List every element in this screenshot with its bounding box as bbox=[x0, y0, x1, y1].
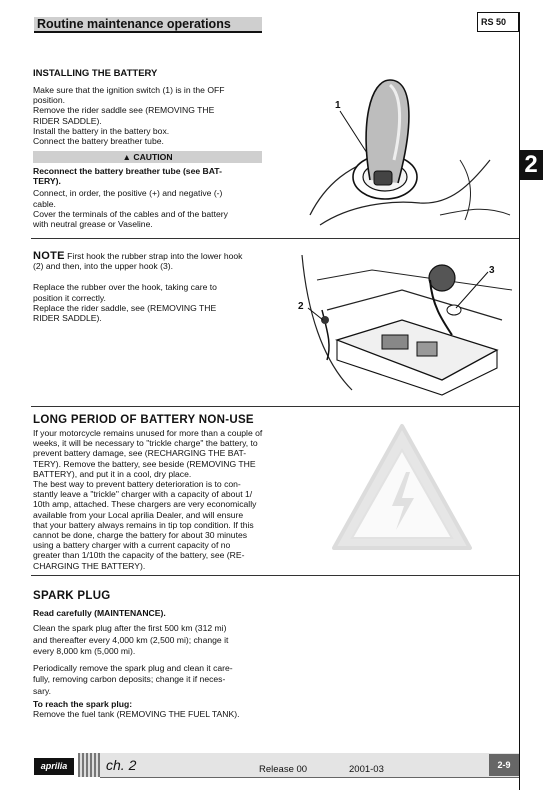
text-line: If your motorcycle remains unused for more than a couple of bbox=[33, 428, 263, 438]
text-line: that your battery always remains in tip top condition. If this bbox=[33, 519, 254, 530]
text-line: 10th amp, attached. These chargers are very economically bbox=[33, 499, 257, 510]
text-line: stantly leave a "trickle" charger with a capacity of about 1/ bbox=[33, 489, 253, 500]
footer-rule bbox=[100, 777, 519, 778]
text-line: every 8,000 km (5,000 mi). bbox=[33, 646, 136, 656]
electrical-hazard-icon bbox=[330, 420, 475, 555]
text-line: weeks, it will be necessary to "trickle charge" the battery, to bbox=[33, 438, 258, 449]
section-divider bbox=[31, 238, 519, 239]
text-line: position. bbox=[33, 95, 66, 106]
ignition-switch-illustration bbox=[290, 65, 515, 235]
page-title: Routine maintenance operations bbox=[37, 17, 231, 31]
text-line: fully, removing carbon deposits; change it if neces- bbox=[33, 674, 226, 684]
text-line: CHARGING THE BATTERY). bbox=[33, 560, 146, 571]
footer-release: Release 00 bbox=[259, 764, 308, 775]
footer-stripes bbox=[78, 753, 100, 777]
text-line: RIDER SADDLE). bbox=[33, 115, 102, 126]
text-line: prevent battery damage, see (RECHARGING THE BAT- bbox=[33, 448, 247, 459]
callout-label: 3 bbox=[489, 265, 495, 276]
read-carefully-note: Read carefully (MAINTENANCE). bbox=[33, 608, 166, 618]
callout-label: 2 bbox=[298, 301, 304, 312]
text-line: Cover the terminals of the cables and of the battery bbox=[33, 208, 228, 219]
nonuse-text bbox=[33, 428, 273, 571]
right-margin-rule bbox=[519, 12, 520, 790]
installing-battery-text bbox=[33, 85, 265, 146]
text-line: Replace the rider saddle, see (REMOVING THE bbox=[33, 302, 217, 313]
text-line: cable. bbox=[33, 198, 56, 209]
section-title-installing-battery: INSTALLING THE BATTERY bbox=[33, 68, 158, 79]
section-title-nonuse: LONG PERIOD OF BATTERY NON-USE bbox=[33, 414, 254, 426]
caution-banner bbox=[33, 151, 262, 163]
text-line: TERY). Remove the battery, see beside (REMOVING THE bbox=[33, 458, 256, 469]
footer-bar bbox=[100, 753, 519, 777]
text-line: Remove the rider saddle see (REMOVING THE bbox=[33, 105, 215, 116]
warning-icon: ▲ bbox=[122, 152, 131, 162]
text-line: BATTERY), and put it in a cool, dry place. bbox=[33, 468, 192, 479]
text-line: Make sure that the ignition switch (1) is in the OFF bbox=[33, 85, 225, 95]
text-line: Periodically remove the spark plug and clean it care- bbox=[33, 662, 233, 673]
text-line: greater than 1/10th the capacity of the battery, see (RE- bbox=[33, 550, 245, 561]
section-divider bbox=[31, 575, 519, 576]
callout-label: 1 bbox=[335, 100, 341, 111]
model-label: RS 50 bbox=[481, 17, 507, 27]
text-line: Remove the fuel tank (REMOVING THE FUEL TANK). bbox=[33, 709, 240, 720]
text-line: (2) and then, into the upper hook (3). bbox=[33, 261, 173, 272]
text-line: using a battery charger with a current capacity of no bbox=[33, 540, 231, 551]
text-line: Replace the rubber over the hook, taking care to bbox=[33, 282, 217, 293]
text-line: position it correctly. bbox=[33, 292, 106, 303]
section-title-spark-plug: SPARK PLUG bbox=[33, 590, 111, 602]
battery-strap-illustration bbox=[292, 250, 517, 400]
caution-text bbox=[33, 166, 265, 229]
footer-chapter: ch. 2 bbox=[106, 757, 137, 773]
page-number: 2-9 bbox=[489, 754, 519, 776]
section-divider bbox=[31, 406, 519, 407]
reach-heading: To reach the spark plug: bbox=[33, 699, 133, 709]
spark-plug-text bbox=[33, 623, 273, 719]
footer-date: 2001-03 bbox=[349, 764, 384, 775]
caution-heading: TERY). bbox=[33, 176, 61, 187]
chapter-tab: 2 bbox=[519, 150, 543, 180]
text-line: Connect, in order, the positive (+) and negative (-) bbox=[33, 188, 223, 199]
text-line: First hook the rubber strap into the lower hook bbox=[67, 251, 243, 261]
text-line: RIDER SADDLE). bbox=[33, 313, 102, 324]
aprilia-logo: aprilia bbox=[34, 758, 74, 775]
text-line: available from your Local aprilia Dealer, and will ensure bbox=[33, 509, 244, 520]
note-text bbox=[33, 251, 268, 323]
caution-label: CAUTION bbox=[133, 152, 173, 162]
text-line: The best way to prevent battery deterioration is to con- bbox=[33, 479, 241, 490]
text-line: Clean the spark plug after the first 500 km (312 mi) bbox=[33, 623, 227, 633]
text-line: Install the battery in the battery box. bbox=[33, 125, 170, 136]
text-line: cannot be done, charge the battery for about 30 minutes bbox=[33, 530, 248, 541]
text-line: Connect the battery breather tube. bbox=[33, 136, 164, 147]
header-rule bbox=[34, 31, 262, 33]
text-line: with neutral grease or Vaseline. bbox=[33, 219, 153, 230]
note-label: NOTE bbox=[33, 250, 65, 262]
text-line: sary. bbox=[33, 685, 51, 696]
text-line: and thereafter every 4,000 km (2,500 mi); change it bbox=[33, 634, 229, 645]
caution-heading: Reconnect the battery breather tube (see BAT- bbox=[33, 166, 222, 176]
